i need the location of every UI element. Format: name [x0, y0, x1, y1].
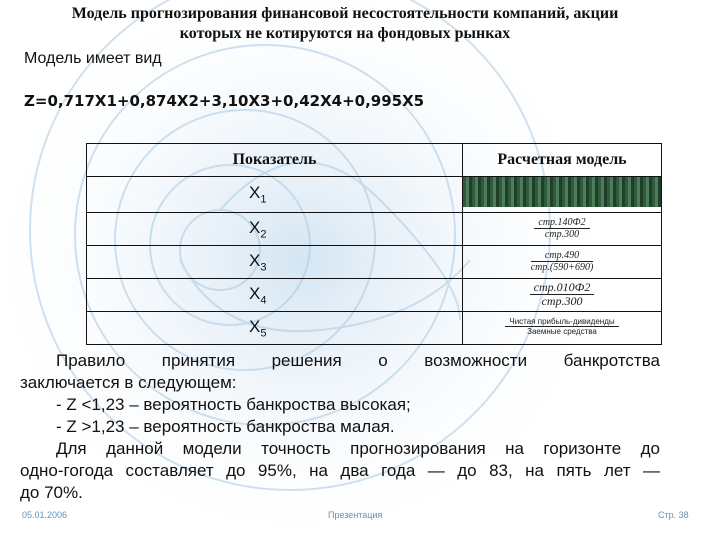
accuracy-line-1: Для данной модели точность прогнозирования на горизонте до — [56, 439, 660, 458]
numerator: стр.490 — [531, 250, 594, 262]
indicator-cell: $X_2$ — [87, 213, 463, 246]
indicator-cell: $X_5$ — [87, 312, 463, 345]
table-row — [87, 312, 662, 345]
fraction — [505, 317, 618, 336]
rule-item-high: - Z <1,23 – вероятность банкроства высокая; — [56, 395, 411, 414]
table-row — [87, 279, 662, 312]
title-line-1: Модель прогнозирования финансовой несостоятельности компаний, акции — [71, 5, 619, 22]
table-row — [87, 213, 662, 246]
footer-date: 05.01.2006 — [22, 510, 68, 520]
title-line-2: которых не котируются на фондовых рынках — [179, 25, 511, 42]
z-formula: Z=0,717X1+0,874X2+3,10X3+0,42X4+0,995X5 — [24, 92, 425, 110]
header-indicator: Показатель — [87, 144, 463, 177]
fraction — [531, 250, 594, 273]
intro-text: Модель имеет вид — [24, 50, 162, 67]
denominator: стр.300 — [544, 228, 580, 240]
rule-line-2: заключается в следующем: — [20, 373, 237, 392]
denominator: Заемные средства — [527, 327, 597, 336]
table-row — [87, 177, 662, 213]
table-header-row — [87, 144, 662, 177]
model-cell — [463, 246, 662, 279]
decision-rule — [20, 350, 660, 504]
rule-line-1: Правило принятия решения о возможности банкротства — [56, 351, 660, 370]
fraction — [534, 217, 589, 240]
formula-image — [463, 177, 661, 207]
indicator-cell: $X_4$ — [87, 279, 463, 312]
numerator: стр.010Ф2 — [530, 281, 595, 295]
page-title — [20, 4, 670, 44]
model-cell — [463, 177, 662, 213]
accuracy-line-2: одно-гогода составляет до 95%, на два года — до 83, на пять лет — — [20, 461, 660, 480]
indicator-cell: $X_3$ — [87, 246, 463, 279]
header-model: Расчетная модель — [463, 144, 662, 177]
model-cell — [463, 279, 662, 312]
denominator: стр.(590+690) — [530, 261, 594, 273]
indicator-cell: $X_1$ — [87, 177, 463, 213]
model-table — [86, 143, 662, 345]
rule-item-low: - Z >1,23 – вероятность банкроства малая. — [56, 417, 395, 436]
denominator: стр.300 — [541, 293, 583, 308]
accuracy-line-3: до 70%. — [20, 483, 83, 502]
footer-page-number: Стр. 38 — [658, 510, 689, 520]
model-cell — [463, 312, 662, 345]
fraction — [530, 281, 595, 308]
table-row — [87, 246, 662, 279]
numerator: стр.140Ф2 — [534, 217, 589, 229]
footer-center: Презентация — [328, 510, 383, 520]
numerator: Чистая прибыль-дивиденды — [505, 317, 618, 327]
model-cell — [463, 213, 662, 246]
